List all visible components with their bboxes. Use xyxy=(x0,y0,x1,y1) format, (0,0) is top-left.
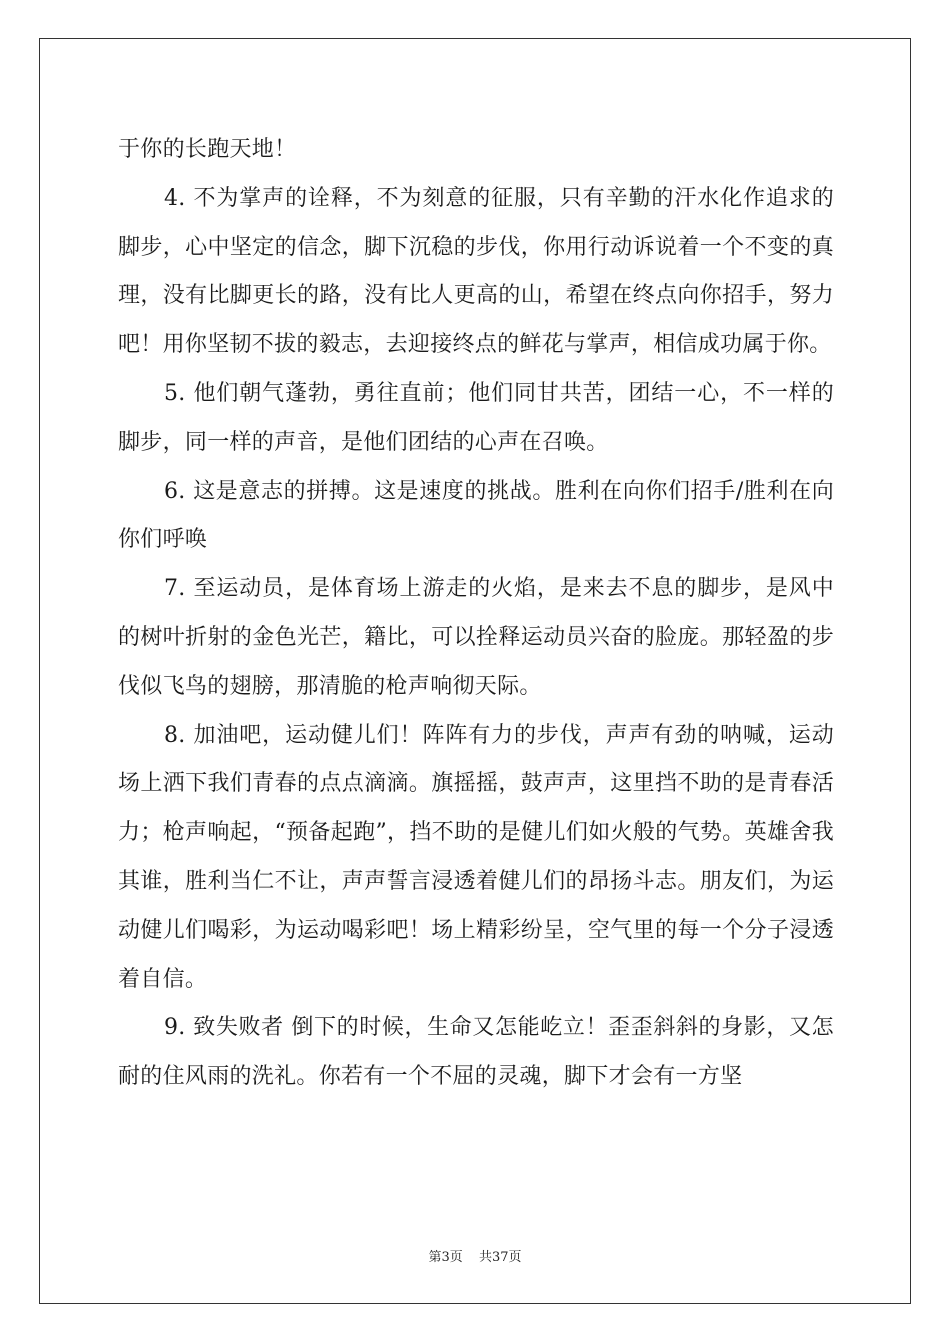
paragraph: 4. 不为掌声的诠释，不为刻意的征服，只有辛勤的汗水化作追求的脚步，心中坚定的信念，脚下沉稳的步伐，你用行动诉说着一个不变的真理，没有比脚更长的路，没有比人更高的山，希望在终点向你招手，努力吧！用你坚韧不拔的毅志，去迎接终点的鲜花与掌声，相信成功属于你。 xyxy=(118,185,834,358)
paragraph: 于你的长跑天地！ xyxy=(118,137,297,162)
total-pages: 共37页 xyxy=(478,1250,522,1265)
paragraph: 8. 加油吧，运动健儿们！阵阵有力的步伐，声声有劲的呐喊，运动场上洒下我们青春的点点滴滴。旗摇摇，鼓声声，这里挡不助的是青春活力；枪声响起，“预备起跑”，挡不助的是健儿们如火般的气势。英雄舍我其谁，胜利当仁不让，声声誓言浸透着健儿们的昂扬斗志。朋友们，为运动健儿们喝彩，为运动喝彩吧！场上精彩纷呈，空气里的每一个分子浸透着自信。 xyxy=(118,722,834,992)
paragraph: 6. 这是意志的拼搏。这是速度的挑战。胜利在向你们招手/胜利在向你们呼唤 xyxy=(118,478,834,553)
paragraph: 5. 他们朝气蓬勃，勇往直前；他们同甘共苦，团结一心，不一样的脚步，同一样的声音，是他们团结的心声在召唤。 xyxy=(118,380,834,455)
paragraph: 9. 致失败者 倒下的时候，生命又怎能屹立！歪歪斜斜的身影，又怎耐的住风雨的洗礼。你若有一个不屈的灵魂，脚下才会有一方坚 xyxy=(118,1015,834,1090)
paragraph: 7. 至运动员，是体育场上游走的火焰，是来去不息的脚步，是风中的树叶折射的金色光芒，籍比，可以拴释运动员兴奋的脸庞。那轻盈的步伐似飞鸟的翅膀，那清脆的枪声响彻天际。 xyxy=(118,576,834,699)
page-number: 第3页 xyxy=(428,1250,463,1265)
page-footer xyxy=(0,1246,950,1265)
document-body xyxy=(118,126,834,1102)
